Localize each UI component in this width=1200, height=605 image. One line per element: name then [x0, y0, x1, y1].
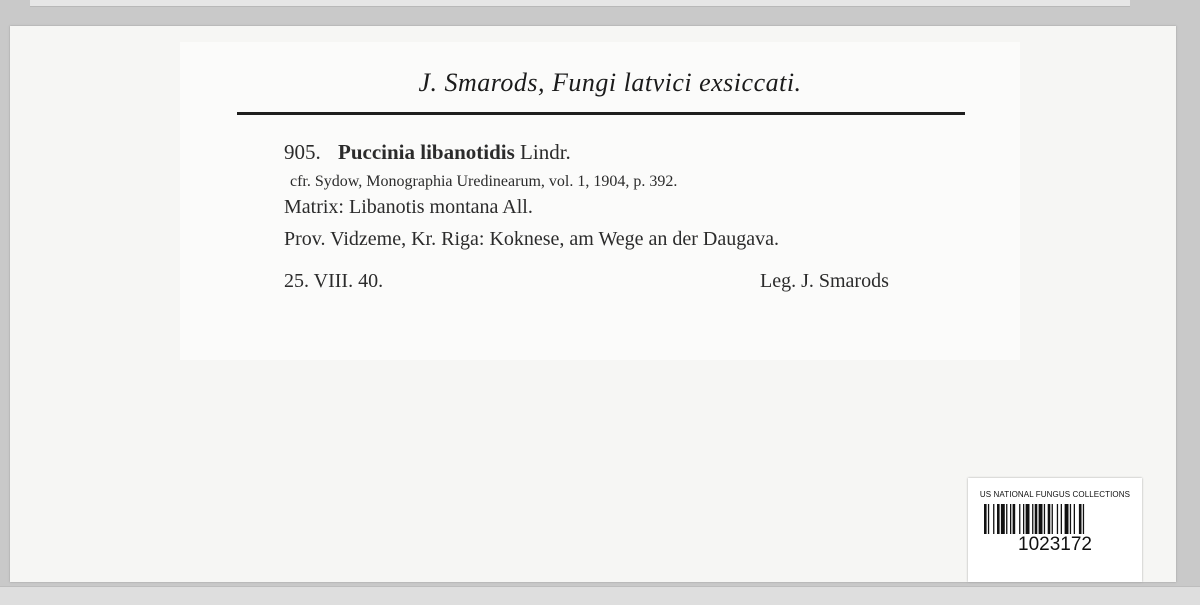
herbarium-sheet — [10, 26, 1176, 582]
catalog-number: 1023172 — [1018, 534, 1092, 555]
collection-locality: Prov. Vidzeme, Kr. Riga: Koknese, am Wege an der Daugava. — [284, 228, 780, 250]
title-rule — [237, 112, 965, 115]
exsiccata-number: 905. — [284, 140, 321, 164]
barcode-image — [984, 504, 1126, 534]
literature-reference: cfr. Sydow, Monographia Uredinearum, vol. 1, 1904, p. 392. — [290, 173, 678, 190]
host-matrix: Matrix: Libanotis montana All. — [284, 196, 533, 218]
collection-date: 25. VIII. 40. — [284, 270, 384, 292]
specimen-label — [180, 42, 1020, 360]
institution-name: US NATIONAL FUNGUS COLLECTIONS — [979, 490, 1131, 499]
adjacent-sheet-top — [30, 0, 1130, 7]
series-title: J. Smarods, Fungi latvici exsiccati. — [418, 68, 802, 97]
collector: Leg. J. Smarods — [760, 270, 889, 292]
taxon-name: Puccinia libanotidis — [338, 140, 515, 164]
adjacent-sheet-bottom — [0, 586, 1200, 605]
taxon-author: Lindr. — [520, 140, 571, 164]
specimen-name-line — [284, 140, 571, 165]
barcode-label — [968, 478, 1142, 582]
